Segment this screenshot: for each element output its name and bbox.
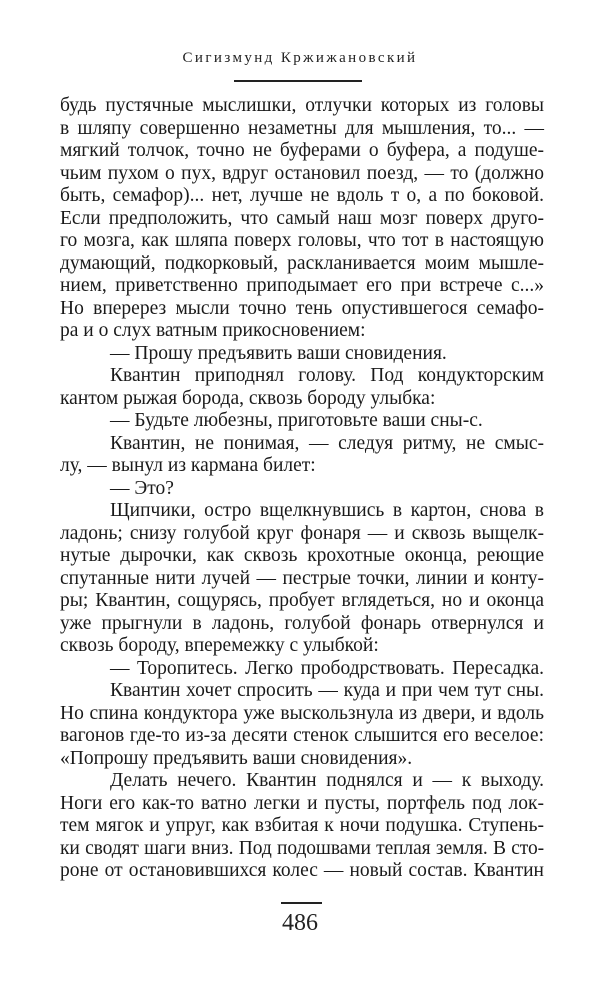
text-line: ки сводят шаги вниз. Под подошвами теплая земля. В сто- bbox=[60, 837, 544, 859]
body-text bbox=[60, 95, 544, 883]
text-line: нутые дырочки, как сквозь крохотные оконца, реющие bbox=[60, 545, 544, 566]
text-line: вагонов где-то из-за десяти стенок слышится его веселое: bbox=[60, 725, 544, 746]
text-line: ладонь; снизу голубой круг фонаря — и сквозь выщелк- bbox=[60, 522, 544, 544]
text-line: мягкий толчок, точно не буферами о буфера, а подуше- bbox=[60, 140, 544, 161]
text-line: — Это? bbox=[110, 477, 174, 499]
text-line: «Попрошу предъявить ваши сновидения». bbox=[60, 747, 413, 769]
text-line: спутанные нити лучей — пестрые точки, линии и конту- bbox=[60, 567, 544, 589]
text-line: кантом рыжая борода, сквозь бороду улыбка: bbox=[60, 387, 436, 409]
text-line: Если предположить, что самый наш мозг поверх друго- bbox=[60, 207, 544, 229]
text-line: нием, приветственно приподымает его при встрече с...» bbox=[60, 275, 544, 296]
text-line: чьим пухом о пух, вдруг остановил поезд, — то (должно bbox=[60, 162, 544, 184]
text-line: будь пустячные мыслишки, отлучки которых из головы bbox=[60, 95, 544, 116]
text-line: тем мягок и упруг, как взбитая к ночи подушка. Ступень- bbox=[60, 815, 544, 836]
text-line: ры; Квантин, сощурясь, пробует вглядеться, но и оконца bbox=[60, 590, 544, 611]
text-line: Квантин, не понимая, — следуя ритму, не смыс- bbox=[110, 432, 544, 454]
text-line: Квантин приподнял голову. Под кондукторским bbox=[110, 365, 544, 386]
text-line: ра и о слух ватным прикосновением: bbox=[60, 320, 366, 341]
folio-rule bbox=[281, 902, 322, 904]
text-line: сквозь бороду, вперемежку с улыбкой: bbox=[60, 635, 379, 656]
text-line: в шляпу совершенно незаметны для мышления, то... — bbox=[60, 117, 544, 139]
text-line: уже прыгнули в ладонь, голубой фонарь отвернулся и bbox=[60, 612, 544, 634]
text-line: Щипчики, остро вщелкнувшись в картон, снова в bbox=[110, 500, 544, 521]
text-line: думающий, подкорковый, раскланивается моим мышле- bbox=[60, 252, 544, 274]
header-rule bbox=[234, 80, 362, 82]
text-line: лу, — вынул из кармана билет: bbox=[60, 455, 316, 476]
text-line: Делать нечего. Квантин поднялся и — к выходу. bbox=[110, 770, 544, 791]
text-line: Квантин хочет спросить — куда и при чем тут сны. bbox=[110, 680, 544, 701]
text-line: го мозга, как шляпа поверх головы, что тот в настоящую bbox=[60, 230, 544, 251]
text-line: роне от остановившихся колес — новый состав. Квантин bbox=[60, 860, 544, 881]
running-head-author: Сигизмунд Кржижановский bbox=[182, 50, 418, 66]
text-line: Но вперерез мысли точно тень опустившегося семафо- bbox=[60, 297, 544, 319]
text-line: — Торопитесь. Легко прободрствовать. Пересадка. bbox=[110, 657, 544, 679]
text-line: Но спина кондуктора уже выскользнула из двери, и вдоль bbox=[60, 702, 544, 724]
text-line: — Будьте любезны, приготовьте ваши сны-с. bbox=[110, 410, 483, 431]
text-line: — Прошу предъявить ваши сновидения. bbox=[110, 342, 447, 364]
text-line: быть, семафор)... нет, лучше не вдоль т о, а по боковой. bbox=[60, 185, 544, 206]
page-number: 486 bbox=[282, 910, 318, 936]
text-line: Ноги его как-то ватно легки и пусты, портфель под лок- bbox=[60, 792, 544, 814]
